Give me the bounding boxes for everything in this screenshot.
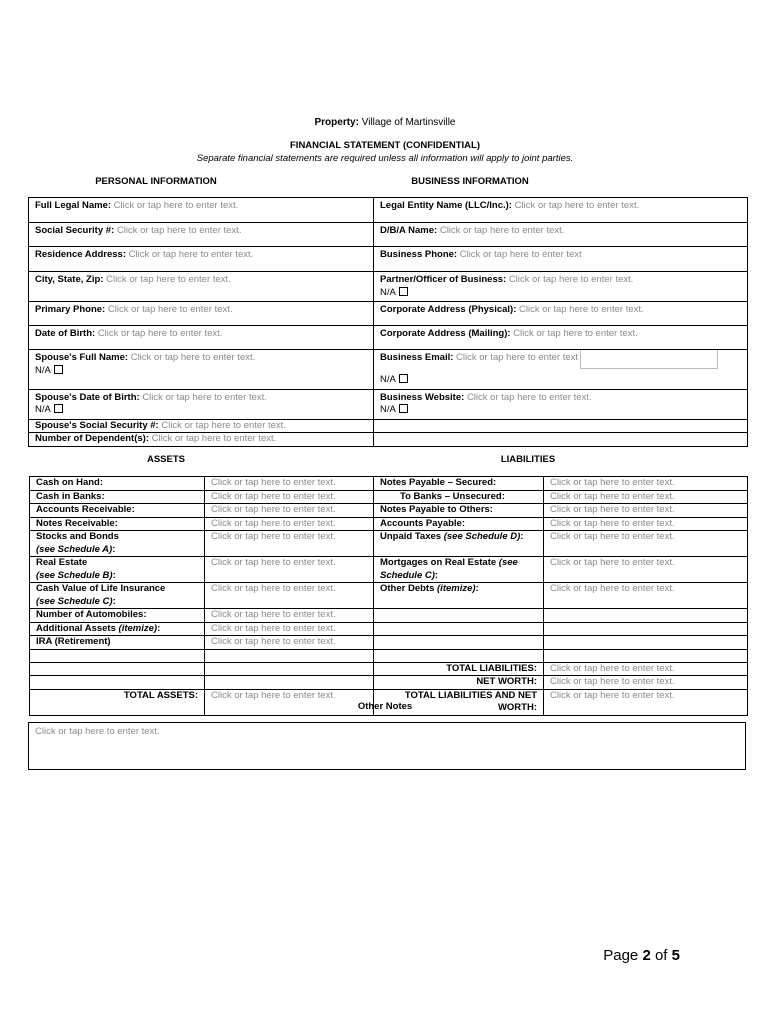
additional-assets-text: Additional Assets [36,622,116,634]
empty-cell [374,649,544,662]
property-label: Property: [314,117,359,128]
total-liab-net-worth-input[interactable]: Click or tap here to enter text. [544,689,748,715]
mortgages-input[interactable]: Click or tap here to enter text. [544,557,748,583]
legal-entity-name-field[interactable] [374,198,748,223]
dob-label: Date of Birth: [35,328,96,339]
unpaid-taxes-input[interactable]: Click or tap here to enter text. [544,531,748,557]
personal-info-heading: PERSONAL INFORMATION [95,176,217,187]
spouse-ssn-field[interactable] [29,419,374,433]
spouse-name-label: Spouse's Full Name: [35,352,129,363]
automobiles-input[interactable]: Click or tap here to enter text. [205,609,374,623]
residence-address-label: Residence Address: [35,249,126,260]
business-email-field[interactable] [374,350,748,390]
unpaid-taxes-label: Unpaid Taxes (see Schedule D): [374,531,544,557]
real-estate-text: Real Estate [36,557,88,568]
empty-cell [30,676,205,690]
email-na-label: N/A [380,374,396,385]
stocks-text: Stocks and Bonds [36,531,119,542]
empty-cell [544,609,748,623]
life-insurance-schedule: (see Schedule C) [36,595,113,607]
city-state-zip-input[interactable]: Click or tap here to enter text. [106,274,231,285]
website-na-checkbox[interactable] [399,404,408,413]
empty-cell [544,649,748,662]
empty-cell [205,649,374,662]
spouse-ssn-label: Spouse's Social Security #: [35,419,159,431]
cash-in-banks-label: Cash in Banks: [30,490,205,504]
other-debts-label: Other Debts (itemize): [374,583,544,609]
cash-on-hand-input[interactable]: Click or tap here to enter text. [205,477,374,491]
total-assets-input[interactable]: Click or tap here to enter text. [205,689,374,715]
additional-assets-itemize: (itemize) [118,622,158,634]
business-phone-input[interactable]: Click or tap here to enter text [459,249,582,260]
document-title: FINANCIAL STATEMENT (CONFIDENTIAL) [290,140,480,151]
notes-others-input[interactable]: Click or tap here to enter text. [544,504,748,518]
primary-phone-input[interactable]: Click or tap here to enter text. [107,304,233,315]
spouse-dob-field[interactable] [29,389,374,419]
life-insurance-label: Cash Value of Life Insurance (see Schedule C): [30,583,205,609]
banks-unsecured-input[interactable]: Click or tap here to enter text. [544,490,748,504]
empty-cell [374,433,748,447]
total-liabilities-label: TOTAL LIABILITIES: [374,662,544,676]
business-website-field[interactable] [374,389,748,419]
corporate-physical-field[interactable] [374,302,748,326]
legal-entity-name-label: Legal Entity Name (LLC/Inc.): [380,200,512,211]
other-notes-heading: Other Notes [357,701,413,712]
dependents-field[interactable] [29,433,374,447]
business-email-label: Business Email: [380,352,454,363]
accounts-receivable-label: Accounts Receivable: [30,504,205,518]
notes-others-label: Notes Payable to Others: [374,504,544,518]
business-email-box[interactable] [580,350,718,370]
total-liab-net-text: TOTAL LIABILITIES AND NET [404,689,537,701]
document-subtitle: Separate financial statements are required unless all information will apply to joint parties. [196,153,574,164]
full-legal-name-input[interactable]: Click or tap here to enter text. [113,200,239,211]
primary-phone-label: Primary Phone: [35,304,106,315]
page-word: Page [603,947,639,964]
mortgages-label: Mortgages on Real Estate (see Schedule C): [374,557,544,583]
other-debts-itemize: (itemize) [437,583,476,594]
empty-cell [205,676,374,690]
real-estate-label: Real Estate (see Schedule B): [30,557,205,583]
spouse-dob-label: Spouse's Date of Birth: [35,391,140,403]
net-worth-label: NET WORTH: [374,676,544,690]
legal-entity-name-input[interactable]: Click or tap here to enter text. [514,200,640,211]
other-notes-input[interactable]: Click or tap here to enter text. [28,722,746,770]
life-insurance-text: Cash Value of Life Insurance [36,583,166,594]
spouse-dob-input[interactable]: Click or tap here to enter text. [142,391,267,403]
empty-cell [30,662,205,676]
stocks-schedule: (see Schedule A) [36,543,113,555]
residence-address-field[interactable] [29,247,374,272]
dependents-input[interactable]: Click or tap here to enter text. [151,433,277,444]
empty-cell [374,622,544,636]
spouse-name-na-label: N/A [35,364,51,376]
other-debts-input[interactable]: Click or tap here to enter text. [544,583,748,609]
website-na-label: N/A [380,404,396,415]
property-line [0,117,770,128]
accounts-payable-label: Accounts Payable: [374,517,544,531]
dob-input[interactable]: Click or tap here to enter text. [97,328,223,339]
empty-cell [374,419,748,433]
empty-cell [374,609,544,623]
cash-in-banks-input[interactable]: Click or tap here to enter text. [205,490,374,504]
notes-secured-label: Notes Payable – Secured: [374,477,544,491]
partner-na-label: N/A [380,286,396,298]
corporate-physical-input[interactable]: Click or tap here to enter text. [519,304,644,315]
mortgages-text: Mortgages on Real Estate [380,557,497,568]
business-website-label: Business Website: [380,391,465,403]
notes-secured-input[interactable]: Click or tap here to enter text. [544,477,748,491]
life-insurance-input[interactable]: Click or tap here to enter text. [205,583,374,609]
total-assets-label: TOTAL ASSETS: [30,689,205,715]
cash-on-hand-label: Cash on Hand: [30,477,205,491]
empty-cell [374,636,544,650]
dba-field[interactable] [374,223,748,247]
corporate-physical-label: Corporate Address (Physical): [380,304,517,315]
dependents-label: Number of Dependent(s): [35,433,149,444]
spouse-dob-na-label: N/A [35,404,51,415]
liabilities-heading: LIABILITIES [500,454,556,465]
additional-assets-label: Additional Assets (itemize): [30,622,205,636]
city-state-zip-label: City, State, Zip: [35,274,104,285]
empty-cell [544,636,748,650]
full-legal-name-label: Full Legal Name: [35,200,112,211]
business-email-input[interactable]: Click or tap here to enter text [456,352,579,363]
business-phone-label: Business Phone: [380,249,458,260]
partner-officer-input[interactable]: Click or tap here to enter text. [508,274,634,285]
spouse-name-field[interactable] [29,350,374,390]
assets-heading: ASSETS [146,454,185,465]
partner-na-checkbox[interactable] [399,287,408,296]
empty-cell [205,662,374,676]
spouse-name-input[interactable]: Click or tap here to enter text. [130,352,256,363]
accounts-receivable-input[interactable]: Click or tap here to enter text. [205,504,374,518]
automobiles-label: Number of Automobiles: [30,609,205,623]
business-phone-field[interactable] [374,247,748,272]
page-number: 2 [642,947,651,964]
total-liab-net-text-2: WORTH: [497,702,537,713]
unpaid-taxes-schedule: (see Schedule D) [443,531,521,542]
banks-unsecured-label: To Banks – Unsecured: [374,490,544,504]
accounts-payable-input[interactable]: Click or tap here to enter text. [544,517,748,531]
property-value: Village of Martinsville [361,117,456,128]
ssn-field[interactable] [29,223,374,247]
stocks-label: Stocks and Bonds (see Schedule A): [30,531,205,557]
dba-input[interactable]: Click or tap here to enter text. [439,225,565,236]
business-website-input[interactable]: Click or tap here to enter text. [466,391,592,403]
spouse-name-na-checkbox[interactable] [54,365,63,374]
page-total: 5 [671,947,680,964]
total-liabilities-input[interactable]: Click or tap here to enter text. [544,662,748,676]
ssn-input[interactable]: Click or tap here to enter text. [116,225,242,236]
email-na-checkbox[interactable] [399,374,408,383]
empty-cell [544,622,748,636]
dba-label: D/B/A Name: [380,225,438,236]
unpaid-taxes-text: Unpaid Taxes [380,531,442,542]
partner-officer-label: Partner/Officer of Business: [380,274,507,285]
financial-table [29,476,748,716]
mortgages-schedule-1: (see [498,557,518,568]
real-estate-schedule: (see Schedule B) [36,569,113,581]
spouse-ssn-input[interactable]: Click or tap here to enter text. [161,419,286,431]
spouse-dob-na-checkbox[interactable] [54,404,63,413]
residence-address-input[interactable]: Click or tap here to enter text. [128,249,254,260]
full-legal-name-field[interactable] [29,198,374,223]
dob-field[interactable] [29,326,374,350]
business-info-heading: BUSINESS INFORMATION [411,176,529,187]
ira-input[interactable]: Click or tap here to enter text. [205,636,374,650]
of-word: of [654,947,668,964]
ira-label: IRA (Retirement) [30,636,205,650]
page-indicator [603,947,680,964]
stocks-input[interactable]: Click or tap here to enter text. [205,531,374,557]
corporate-mailing-input[interactable]: Click or tap here to enter text. [513,328,638,339]
partner-officer-field[interactable] [374,272,748,302]
city-state-zip-field[interactable] [29,272,374,302]
empty-cell [30,649,205,662]
other-debts-text: Other Debts [380,583,435,594]
notes-receivable-input[interactable]: Click or tap here to enter text. [205,517,374,531]
notes-receivable-label: Notes Receivable: [30,517,205,531]
ssn-label: Social Security #: [35,225,115,236]
corporate-mailing-label: Corporate Address (Mailing): [380,328,511,339]
mortgages-schedule-2: Schedule C) [380,569,435,581]
additional-assets-input[interactable]: Click or tap here to enter text. [205,622,374,636]
primary-phone-field[interactable] [29,302,374,326]
real-estate-input[interactable]: Click or tap here to enter text. [205,557,374,583]
net-worth-input[interactable]: Click or tap here to enter text. [544,676,748,690]
info-table [28,197,748,447]
corporate-mailing-field[interactable] [374,326,748,350]
